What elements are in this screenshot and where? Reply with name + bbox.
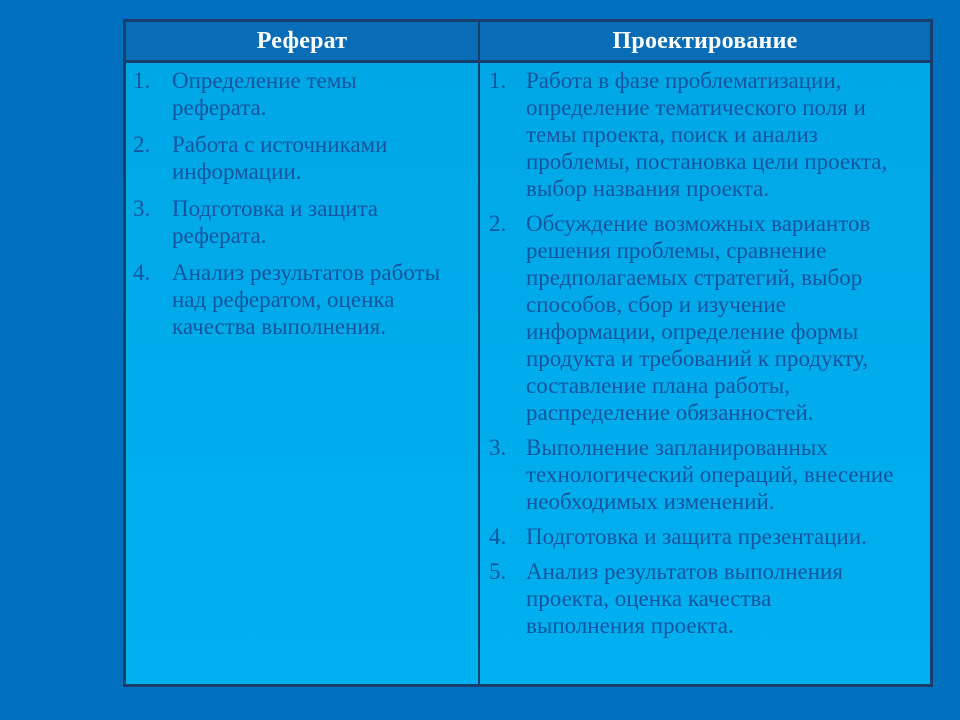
table-body-row [126,63,930,684]
comparison-table [123,19,933,687]
list-item: Подготовка и защита презентации. [526,524,867,549]
list-item: Выполнение запланированных технологический операций, внесение необходимых изменений. [526,435,894,514]
referat-steps-list [126,67,478,340]
list-item: Анализ результатов работы над рефератом, оценка качества выполнения. [172,260,441,339]
project-steps-list [480,67,930,639]
project-steps-cell [480,63,930,684]
list-item: Работа в фазе проблематизации, определение тематического поля и темы проекта, поиск и анализ проблемы, постановка цели проекта, выбор названия проекта. [526,68,888,201]
list-item: Обсуждение возможных вариантов решения проблемы, сравнение предполагаемых стратегий, выбор способов, сбор и изучение информации, определение формы продукта и требований к продукту, составление плана работы, распределение обязанностей. [526,211,871,425]
list-item: Подготовка и защита реферата. [172,196,379,248]
list-item: Анализ результатов выполнения проекта, оценка качества выполнения проекта. [526,559,843,638]
list-item: Определение темы реферата. [172,68,357,120]
list-item: Работа с источниками информации. [172,132,388,184]
column-header-referat: Реферат [126,22,480,60]
referat-steps-cell [126,63,480,684]
table-header-row [126,22,930,63]
column-header-proektirovanie: Проектирование [612,27,798,54]
